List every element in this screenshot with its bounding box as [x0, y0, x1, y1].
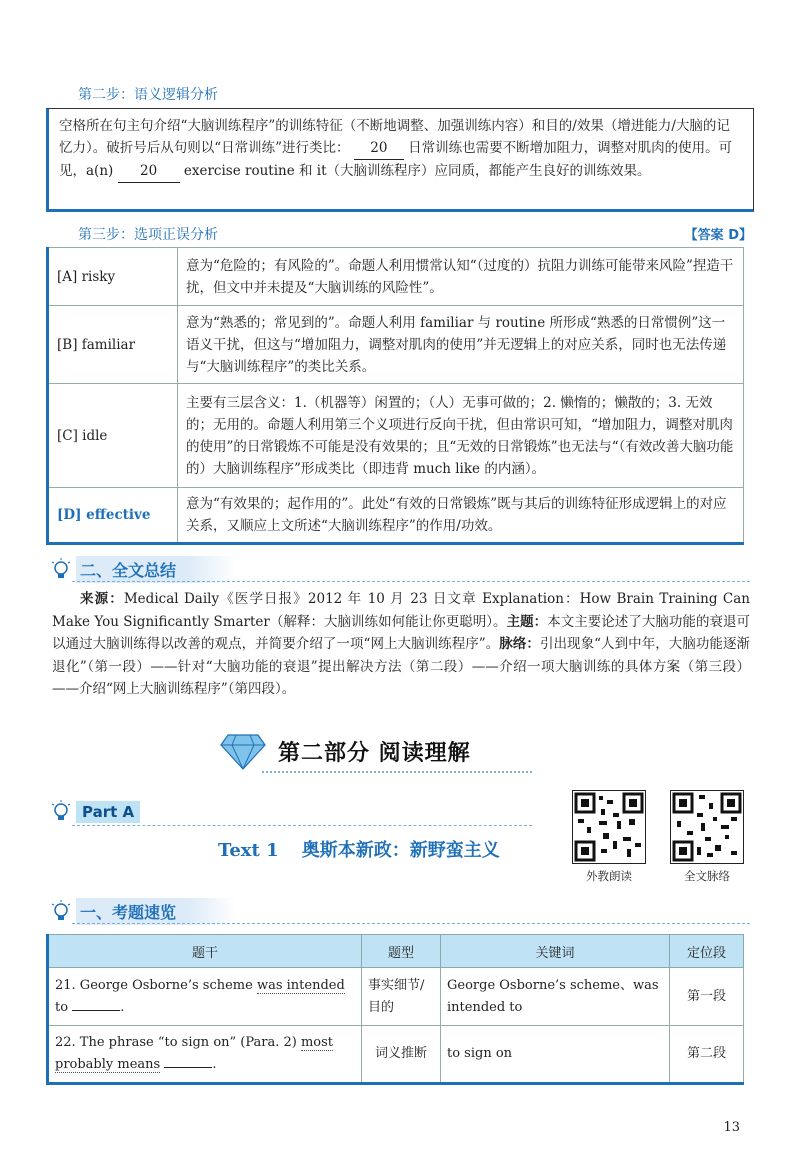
answer-blank: [164, 1067, 212, 1068]
option-row-a: [48, 248, 744, 306]
summary-heading: 二、全文总结: [76, 556, 236, 583]
option-row-b: [48, 306, 744, 384]
stem-text-end: to: [55, 999, 69, 1015]
qr-caption-1: 外教朗读: [586, 869, 632, 883]
option-row-c: [48, 384, 744, 488]
summary-heading-row: [50, 556, 750, 583]
col-header-type: 题型: [362, 935, 441, 968]
col-header-stem: 题干: [48, 935, 362, 968]
question-keywords: George Osborne’s scheme、was intended to: [441, 968, 670, 1026]
context-label: 脉络：: [499, 636, 540, 652]
qr-caption-2: 全文脉络: [684, 869, 730, 883]
stem-period: .: [212, 1057, 217, 1072]
col-header-para: 定位段: [670, 935, 744, 968]
answer-blank: [72, 1010, 120, 1011]
part2-title: 第二部分 阅读理解: [278, 740, 471, 766]
option-text: 意为“有效果的；起作用的”。此处“有效的日常锻炼”既与其后的训练特征形成逻辑上的对应关系，又顺应上文所述“大脑训练程序”的作用/功效。: [178, 488, 744, 544]
question-para: 第一段: [670, 968, 744, 1026]
question-type: 词义推断: [362, 1026, 441, 1084]
option-label: [C] idle: [48, 384, 178, 488]
qr-block-1: [572, 790, 646, 884]
qr-code-icon[interactable]: [670, 790, 744, 864]
part2-heading: [220, 728, 580, 774]
question-type: 事实细节/目的: [362, 968, 441, 1026]
overview-heading: 一、考题速览: [76, 898, 236, 925]
blank-2: 20: [118, 160, 180, 183]
stem-period: .: [120, 999, 125, 1015]
context-text: 引出现象“人到中年，大脑功能逐渐退化”（第一段）——针对“大脑功能的衰退”提出解决方法（第二段）——介绍一项大脑训练的具体方案（第三段）——介绍“网上大脑训练程序”（第四段）。: [52, 636, 750, 697]
lightbulb-icon: [50, 900, 72, 924]
option-label: [B] familiar: [48, 306, 178, 384]
part-a-row: [50, 800, 140, 824]
overview-divider: [72, 923, 750, 924]
text1-title: 奥斯本新政：新野蛮主义: [301, 840, 500, 861]
qr-code-icon[interactable]: [572, 790, 646, 864]
question-stem: [48, 1026, 362, 1084]
stem-text: 21. George Osborne’s scheme: [55, 977, 257, 993]
step3-title: 第三步：选项正误分析: [78, 227, 218, 243]
question-table-wrap: [46, 934, 744, 1085]
question-keywords: to sign on: [441, 1026, 670, 1084]
lightbulb-icon: [50, 558, 72, 582]
step2-title: 第二步：语义逻辑分析: [78, 87, 218, 103]
option-label: [A] risky: [48, 248, 178, 306]
options-table: [46, 247, 744, 545]
theme-text: 本文主要论述了大脑功能的衰退可以通过大脑训练得以改善的观点，并简要介绍了一项“网上大脑训练程序”。: [52, 613, 751, 652]
overview-heading-row: [50, 898, 750, 925]
col-header-keywords: 关键词: [441, 935, 670, 968]
part-a-label: Part A: [76, 801, 140, 823]
answer-label: 【答案 D】: [684, 228, 752, 243]
text1-label: Text 1: [218, 840, 279, 861]
qr-block-2: [670, 790, 744, 884]
step2-text-1: 空格所在句主句介绍“大脑训练程序”的训练特征（不断地调整、加强训练内容）和目的/效果（增进能力/大脑的记忆力）。破折号后从句则以“日常训练”进行类比：: [59, 118, 730, 156]
step2-box: [46, 108, 754, 212]
page-number: 13: [723, 1120, 740, 1135]
question-stem: [48, 968, 362, 1026]
summary-divider: [72, 581, 750, 582]
summary-paragraph: [52, 588, 750, 701]
options-table-wrap: [46, 247, 744, 545]
option-row-d: [48, 488, 744, 544]
theme-label: 主题：: [506, 613, 548, 630]
question-para: 第二段: [670, 1026, 744, 1084]
lightbulb-icon: [50, 800, 72, 824]
step2-text-2: 日常训练也需要不断增加阻力，调整对肌肉的使用。可见，a(n): [59, 140, 733, 179]
stem-text: 22. The phrase “to sign on” (Para. 2): [55, 1035, 301, 1050]
table-row: [48, 1026, 744, 1084]
text1-heading: [218, 836, 500, 862]
option-text: 主要有三层含义：1.（机器等）闲置的；（人）无事可做的；2. 懒惰的；懒散的；3. 无效的；无用的。命题人利用第三个义项进行反向干扰，但由常识可知，“增加阻力，调整对肌肉的使用”的日常锻炼不可能是没有效果的；且“无效的日常锻炼”也无法与“（有效改善大脑功能的）大脑训练程序”形成类比（即违背 much like 的内涵）。: [178, 384, 744, 488]
stem-keyword: was intended: [256, 977, 345, 993]
stem-keyword: most probably means: [55, 1035, 334, 1072]
option-text: 意为“熟悉的；常见到的”。命题人利用 familiar 与 routine 所形成“熟悉的日常惯例”这一语义干扰，但这与“增加阻力，调整对肌肉的使用”并无逻辑上的对应关系，同时也无法传递与“大脑训练程序”的类比关系。: [178, 306, 744, 384]
source-label: 来源：: [80, 591, 124, 607]
blank-1: 20: [354, 137, 404, 160]
question-table: [46, 934, 744, 1085]
diamond-icon: [220, 731, 266, 771]
step2-text-3: exercise routine 和 it（大脑训练程序）应同质，都能产生良好的训练效果。: [183, 163, 651, 179]
table-header-row: [48, 935, 744, 968]
part-a-divider: [72, 825, 532, 826]
option-text: 意为“危险的；有风险的”。命题人利用惯常认知“（过度的）抗阻力训练可能带来风险”捏造干扰，但文中并未提及“大脑训练的风险性”。: [178, 248, 744, 306]
part2-underline: [262, 771, 532, 773]
source-text: Medical Daily《医学日报》2012 年 10 月 23 日文章 Explanation：How Brain Training Can Make You Significantly Smarter（解释：大脑训练如何能让你更聪明）。: [52, 591, 751, 630]
table-row: [48, 968, 744, 1026]
option-label: [D] effective: [48, 488, 178, 544]
